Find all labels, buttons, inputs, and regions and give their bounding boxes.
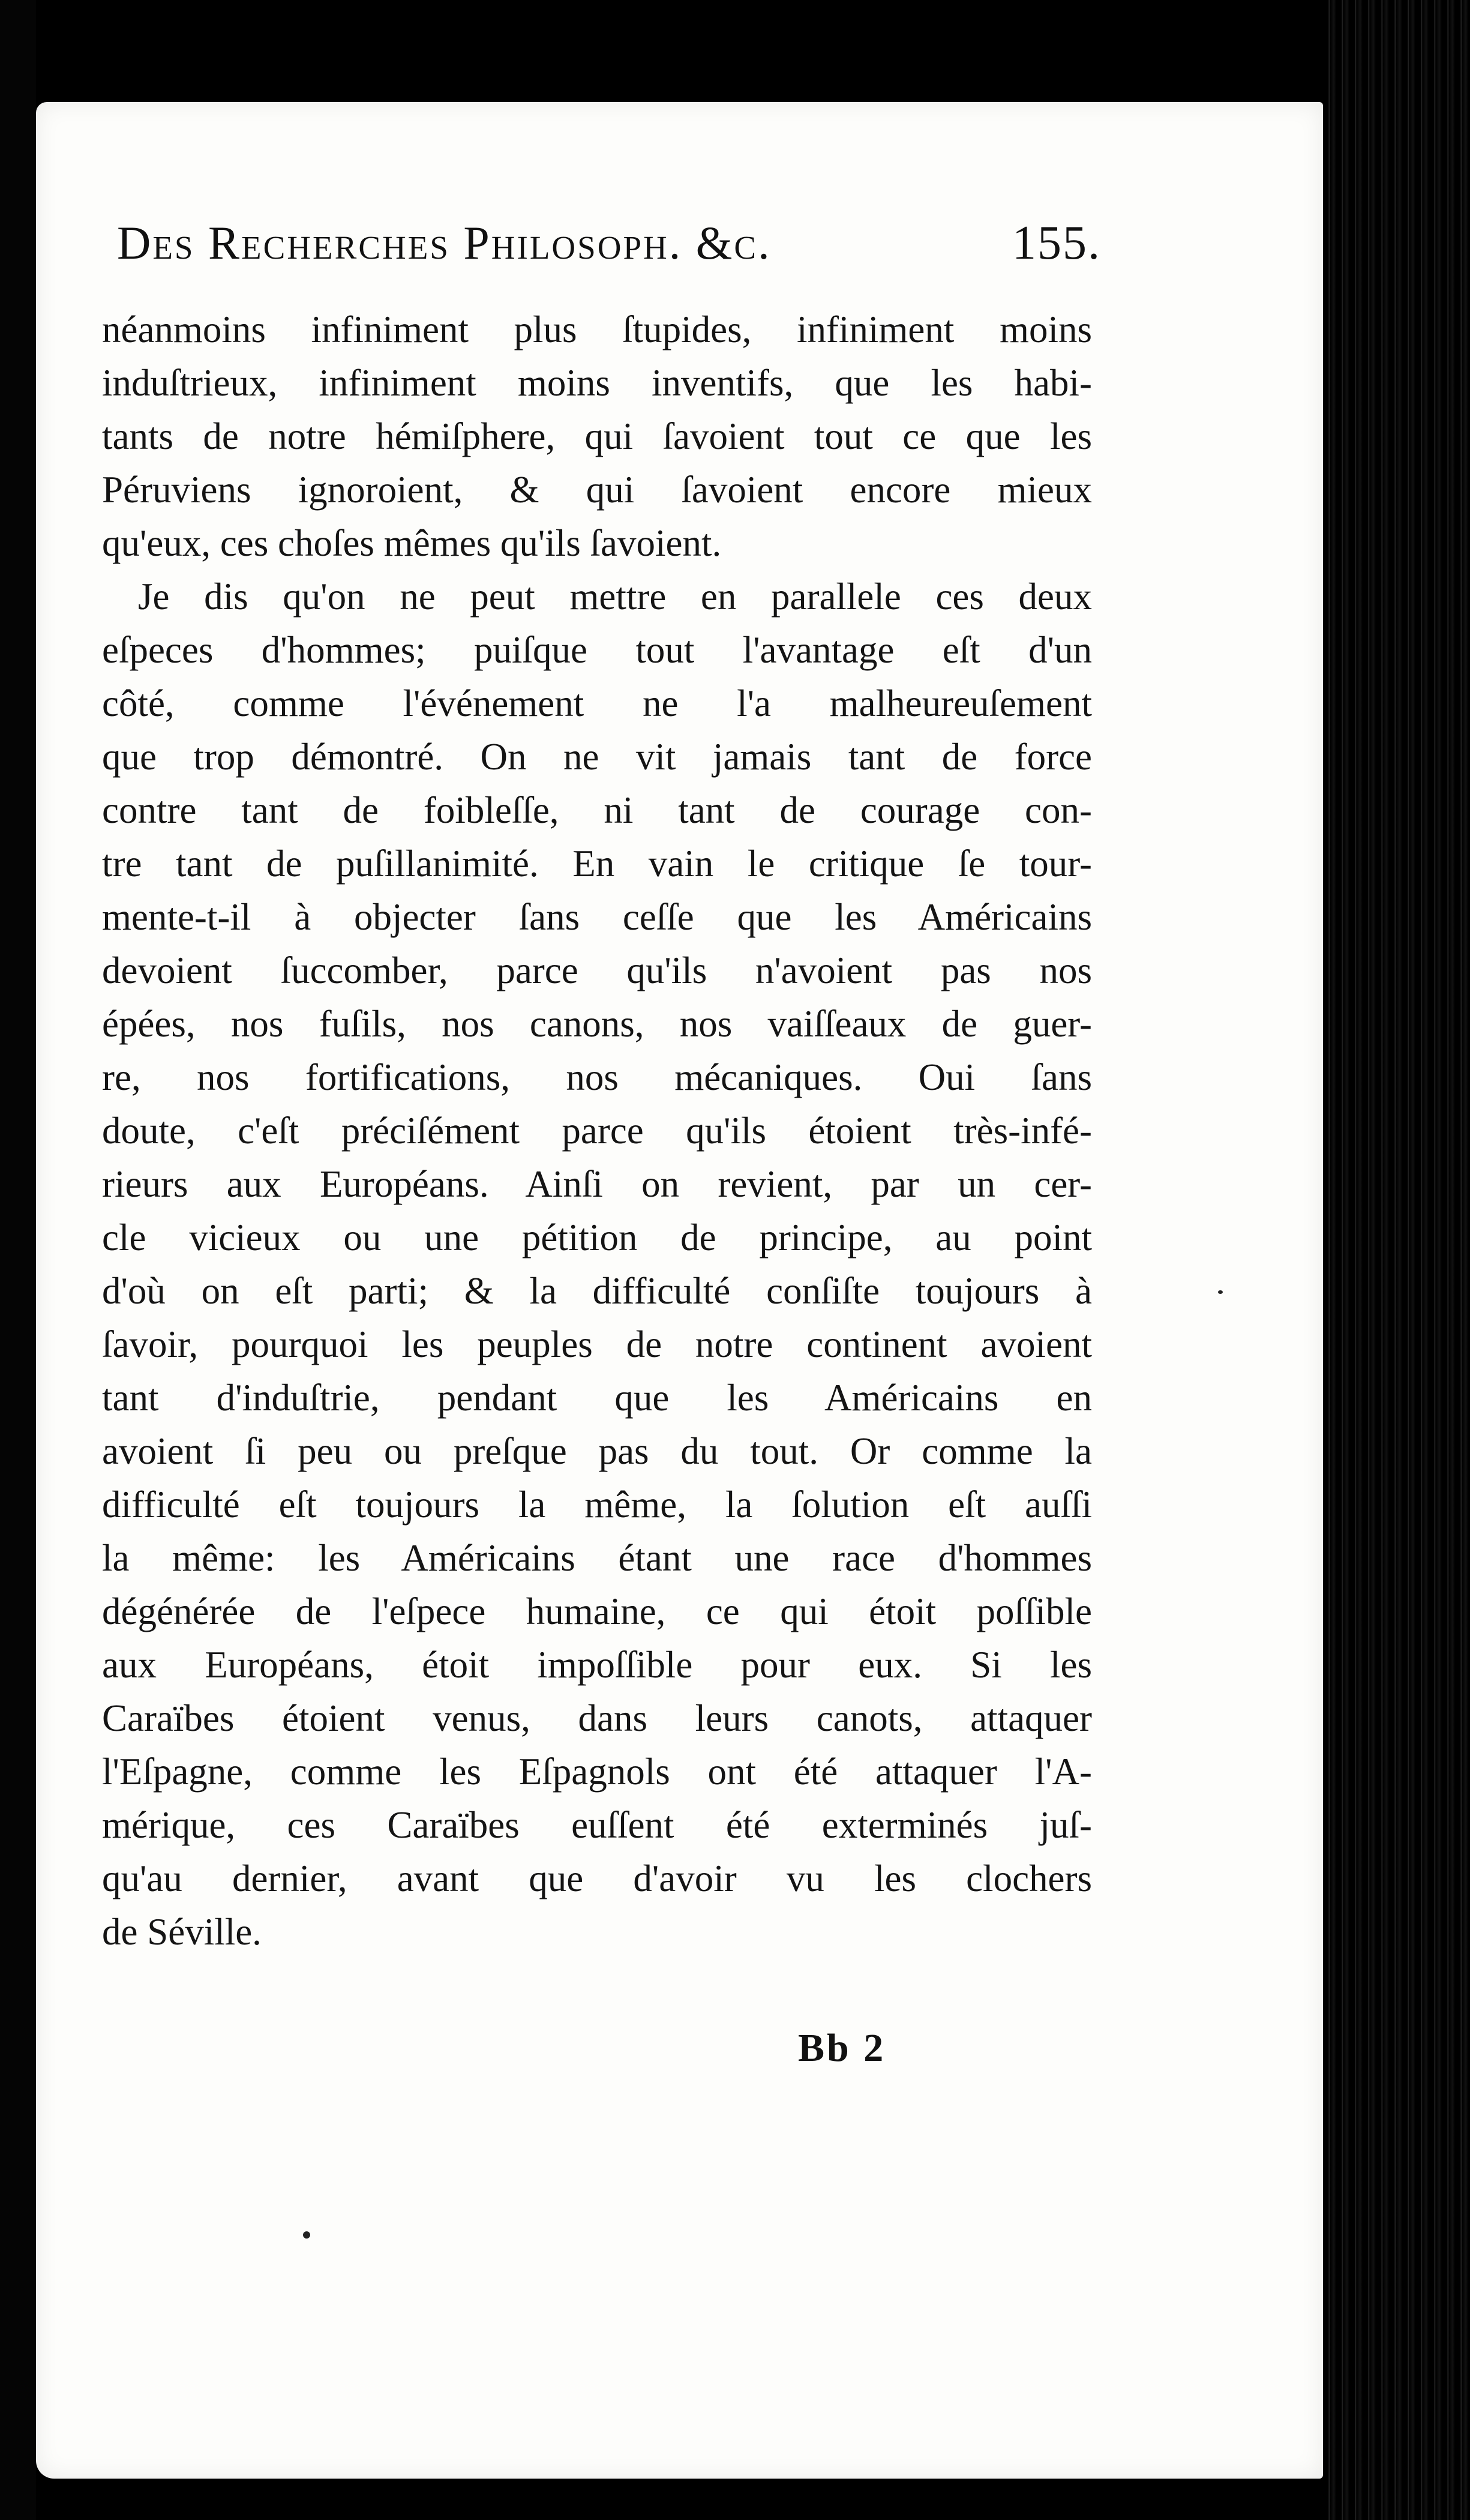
text-line: cle vicieux ou une pétition de principe, au point — [102, 1216, 1092, 1258]
text-line: épées, nos fuſils, nos canons, nos vaiſſeaux de guer- — [102, 1003, 1092, 1045]
text-line: que trop démontré. On ne vit jamais tant de force — [102, 736, 1092, 778]
text-line: contre tant de foibleſſe, ni tant de courage con- — [102, 789, 1092, 831]
text-line: tant d'induſtrie, pendant que les Américains en — [102, 1377, 1092, 1419]
text-line: la même: les Américains étant une race d'hommes — [102, 1537, 1092, 1579]
signature-mark: Bb 2 — [798, 2026, 886, 2070]
text-line: côté, comme l'événement ne l'a malheureuſement — [102, 682, 1092, 724]
text-line: ſavoir, pourquoi les peuples de notre continent avoient — [102, 1323, 1092, 1365]
text-line: mérique, ces Caraïbes euſſent été exterminés juſ- — [102, 1804, 1092, 1846]
text-line: qu'eux, ces choſes mêmes qu'ils ſavoient. — [102, 522, 722, 564]
text-line: mente-t-il à objecter ſans ceſſe que les Américains — [102, 896, 1092, 938]
scan-left-edge — [0, 0, 36, 2520]
text-line: d'où on eſt parti; & la difficulté conſiſte toujours à — [102, 1270, 1092, 1312]
text-line: re, nos fortifications, nos mécaniques. Oui ſans — [102, 1056, 1092, 1098]
text-line: doute, c'eſt préciſément parce qu'ils étoient très-infé- — [102, 1110, 1092, 1152]
text-line: induſtrieux, infiniment moins inventifs, que les habi- — [102, 362, 1092, 404]
text-line: Caraïbes étoient venus, dans leurs canots, attaquer — [102, 1697, 1092, 1739]
ink-speck — [1218, 1290, 1223, 1294]
text-line: dégénérée de l'eſpece humaine, ce qui étoit poſſible — [102, 1590, 1092, 1632]
ink-speck — [303, 2231, 310, 2239]
page-number: 155. — [1012, 217, 1101, 269]
text-line: qu'au dernier, avant que d'avoir vu les clochers — [102, 1857, 1092, 1899]
text-line: eſpeces d'hommes; puiſque tout l'avantage eſt d'un — [102, 629, 1092, 671]
text-line: de Séville. — [102, 1911, 262, 1953]
text-line: tants de notre hémiſphere, qui ſavoient tout ce que les — [102, 415, 1092, 457]
text-line: Péruviens ignoroient, & qui ſavoient encore mieux — [102, 469, 1092, 511]
book-fore-edge — [1323, 0, 1470, 2520]
text-line: néanmoins infiniment plus ſtupides, infiniment moins — [102, 308, 1092, 350]
text-line: rieurs aux Européans. Ainſi on revient, par un cer- — [102, 1163, 1092, 1205]
text-line: devoient ſuccomber, parce qu'ils n'avoient pas nos — [102, 949, 1092, 991]
running-head — [117, 216, 1101, 271]
body-text — [102, 303, 1092, 1959]
text-line: Je dis qu'on ne peut mettre en parallele ces deux — [138, 576, 1092, 618]
text-line: difficulté eſt toujours la même, la ſolution eſt auſſi — [102, 1484, 1092, 1526]
text-line: aux Européans, étoit impoſſible pour eux. Si les — [102, 1644, 1092, 1686]
text-line: tre tant de puſillanimité. En vain le critique ſe tour- — [102, 843, 1092, 885]
text-line: avoient ſi peu ou preſque pas du tout. Or comme la — [102, 1430, 1092, 1472]
running-head-title: Des Recherches Philosoph. &c. — [117, 217, 772, 269]
text-line: l'Eſpagne, comme les Eſpagnols ont été attaquer l'A- — [102, 1751, 1092, 1793]
